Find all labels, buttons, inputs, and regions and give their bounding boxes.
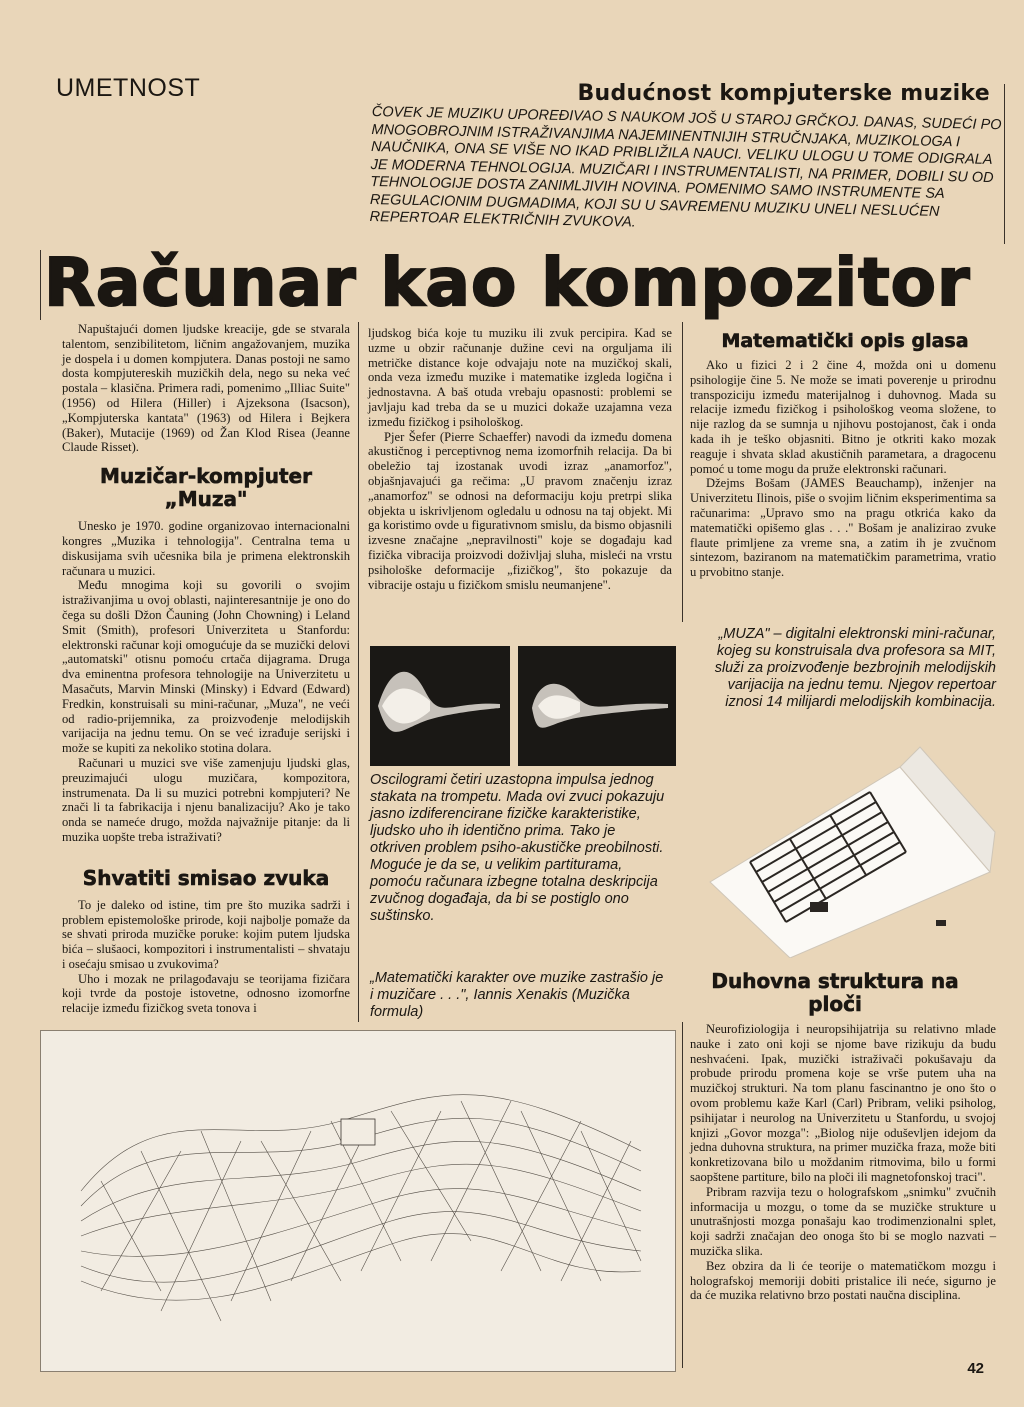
subhead-matematicki: Matematički opis glasa [721, 330, 969, 352]
xenakis-quote: „Matematički karakter ove muzike zastrašio je i muzičare . . .", Iannis Xenakis (Muzička formula) [370, 970, 664, 1020]
col3-paragraph: Bez obzira da li će teorije o matematičkom mozgu i holografskoj memoriji dobiti pristalice ili neće, sigurno je da će muzika relativno brzo postati naučna disciplina. [690, 1258, 996, 1303]
oscillogram-photo-right [518, 646, 676, 766]
col3-paragraph: Ako u fizici 2 i 2 čine 4, možda oni u domenu psihologije čine 5. Ne može se imati poverenje u prirodnu transpoziciju između materijalnog i duhovnog. Mada su relacije između fizičkog i psihološkog veoma složene, to nije razlog da se sumnja u njihovu postojanost, čak i onda kada ih je teško objasniti. Bitno je otkriti kako mozak reaguje i shvata sklad akustičnih parametara, a dragocenu pomoć u tome mogu da pruže elektronski računari. [690, 358, 996, 476]
col3-paragraph: Pribram razvija tezu o holografskom „snimku" zvučnih informacija u mozgu, o tome da se muzičke strukture u unutrašnjosti mozga ponašaju kao trodimenzionalni splet, koji sadrži značajan deo onoga što bi se moglo nazvati – muzička slika. [690, 1184, 996, 1258]
col2-paragraph: Pjer Šefer (Pierre Schaeffer) navodi da između domena akustičnog i perceptivnog nema izomorfnih relacija. Da bi obeležio taj izostanak uvodi izraz „anamorfoz", objašnjavajući ga rečima: „U pravom značenju izraz „anamorfoz" se odnosi na deformaciju koju pretrpi slika objekta u iskrivljenom ogledalu u odnosu na taj objekt. Mi ga koristimo ovde u figurativnom smislu, da bismo objasnili izvesne značajne „nepravilnosti" koje se događaju kad fizička vibracija proizvodi doživljaj sluha, misleći na vrstu psihološke deformacije „fizičkog", što pokazuje da vibracije ostaju u fizičkom smislu neumanjene". [368, 429, 672, 592]
col1-paragraph: Unesko je 1970. godine organizovao internacionalni kongres „Muzika i tehnologija". Centralna tema u diskusijama svih učesnika bila je primena elektronskih računara u muzici. [62, 519, 350, 578]
subhead-muza: Muzičar-kompjuter „Muza" [100, 464, 312, 512]
header-divider [1004, 84, 1005, 244]
column-divider [682, 1022, 683, 1368]
column-1 [62, 322, 350, 1016]
column-2 [368, 326, 672, 592]
page-number: 42 [967, 1360, 984, 1377]
muza-device-illustration [690, 722, 1000, 958]
col1-paragraph: Računari u muzici sve više zamenjuju ljudski glas, preuzimajući ulogu muzičara, kompozitora, instrumenata. Da li su muzici potrebni kompjuteri? Ne znači li ta fabrikacija i njenu banalizaciju? Ako je tako onda se nameće drugo, možda najvažnije pitanje: da li muzika uopšte treba istraživati? [62, 755, 350, 844]
headline-left-rule [40, 250, 41, 320]
muza-computer-photo [690, 722, 1000, 958]
column-divider [358, 322, 359, 1022]
graphic-score-illustration [41, 1031, 675, 1371]
section-label: UMETNOST [56, 74, 201, 102]
kicker-title: Budućnost kompjuterske muzike [577, 81, 990, 106]
col3-paragraph: Neurofiziologija i neuropsihijatrija su relativno mlade nauke i zato oni koji se njome bave rizikuju da budu neshvaćeni. Ipak, muzički istraživači pokušavaju da probude prirodu promena koje se vrše putem uha na muzičkoj strukturi. Na tom planu fascinantno je ono što o ovom problemu kaže Karl (Carl) Pribram, veliki psiholog, psihijatar i neurolog na Univerzitetu u Stanfordu, u svojoj knjizi „Govor mozga": „Biolog nije oduševljen idejom da jedna duhovna struktura, na primer muzička fraza, može biti konkretizovana bilo u moždanim ritmovima, bilo u formi saopštene partiture, bilo na ploči ili magnetofonskoj traci". [690, 1022, 996, 1184]
lead-paragraph: ČOVEK JE MUZIKU UPOREĐIVAO S NAUKOM JOŠ U STAROJ GRČKOJ. DANAS, SUDEĆI PO MNOGOBROJNIM ISTRAŽIVANJIMA NAJEMINENTNIJIH STRUČNJAKA, MUZIKOLOGA I NAUČNIKA, ONA SE VIŠE NO IKAD PRIBLIŽILA NAUCI. VELIKU ULOGU U TOME ODIGRALA JE MODERNA TEHNOLOGIJA. MUZIČARI I INSTRUMENTALISTI, NA PRIMER, DOBILI SU OD TEHNOLOGIJE DOSTA ZANIMLJIVIH NOVINA. POMENIMO SAMO INSTRUMENTE SA REGULACIONIM DUGMADIMA, KOJI SU U SAVREMENU MUZIKU UNELI NESLUĆEN REPERTOAR ELEKTRIČNIH ZVUKOVA. [369, 104, 1002, 231]
oscillogram-photo-left [370, 646, 510, 766]
col3-paragraph: Džejms Bošam (JAMES Beauchamp), inženjer na Univerzitetu Ilinois, piše o svojim ličnim eksperimentima sa računarima: „Upravo smo na pragu otkrića kako da matematički opišemo glas . . ." Bošam je analizirao zvuke flaute primljene za vreme sna, a zatim ih je zvučnom sintezom, baziranom na matematičkim parametrima, vratio u prvobitno stanje. [690, 476, 996, 580]
subhead-duhovna-struktura: Duhovna struktura na ploči [711, 969, 959, 1016]
oscillogram-waveform [518, 646, 676, 766]
col1-paragraph: Uho i mozak ne prilagođavaju se teorijama fizičara koji tvrde da postoje istovetne, odnosno izomorfne relacije između fizičkog sveta tonova i [62, 971, 350, 1016]
headline: Računar kao kompozitor [44, 244, 971, 321]
col1-paragraph: Među mnogima koji su govorili o svojim istraživanjima u ovoj oblasti, najinteresantnije je ono do čega su došli Džon Čauning (John Chowning) i Leland Smit (Smith), profesori Univerziteta u Stanfordu: elektronski računar koji omogućuje da se muzički delovi „automatski" otisnu pomoću crtača dijagrama. Druga dva eminentna profesora tehnologije na Univerzitetu u Masačuts, Marvin Minski (Minsky) i Edvard (Edward) Fredkin, konstruisali su mini-računar, „Muza", ne veći od radio-prijemnika, za proizvođenje melodijskih varijacija na jednu temu. On se već izrađuje serijski i može se kupiti za nekoliko stotina dolara. [62, 578, 350, 756]
column-3-top [690, 358, 996, 580]
oscillogram-caption: Oscilogrami četiri uzastopna impulsa jednog stakata na trompetu. Mada ovi zvuci pokazuju jasno izdiferencirane fizičke karakteristike, ljudsko uho ih identično prima. Tako je otkriven problem psiho-akustičke preobilnosti. Moguće je da se, u velikim partiturama, pomoću računara izbegne totalna deskripcija zvučnog događaja, da bi se postiglo ono suštinsko. [370, 772, 665, 924]
col2-paragraph: ljudskog bića koje tu muziku ili zvuk percipira. Kad se uzme u obzir računanje dužine cevi na orguljama ili metričke distance koje odvajaju note na muzičkoj skali, onda veza između muzike i matematike izgleda logična i jednostavna. A baš otuda vrebaju opasnosti: problemi se javljaju kad treba da se u muzici dokaže uzajamna veza između fizičkog i psihološkog. [368, 326, 672, 429]
score-drawing [40, 1030, 676, 1372]
subhead-smisao-zvuka: Shvatiti smisao zvuka [82, 865, 330, 890]
column-divider [682, 322, 683, 622]
oscillogram-waveform [370, 646, 510, 766]
column-3-bottom [690, 1022, 996, 1303]
col1-paragraph: Napuštajući domen ljudske kreacije, gde se stvarala talentom, senzibilitetom, ličnim angažovanjem, muzika je dospela i u domen kompjutera. Danas postoji ne samo dosta kompjutereskih muzičkih dela, nego su neka već postala – klasična. Primera radi, pomenimo „Illiac Suite" (1956) od Hilera (Hiller) i Ajzeksona (Isacson), „Kompjuterska kantata" (1963) od Hilera i Bejkera (Baker), Mutacije (1969) od Žan Klod Risea (Jeanne Claude Risset). [62, 322, 350, 455]
muza-caption: „MUZA" – digitalni elektronski mini-računar, kojeg su konstruisala dva profesora sa MIT, služi za proizvođenje bezbrojnih melodijskih varijacija na jednu temu. Njegov repertoar iznosi 14 milijardi melodijskih kombinacija. [714, 626, 996, 710]
col1-paragraph: To je daleko od istine, tim pre što muzika sadrži i problem epistemološke prirode, koji najbolje pomaže da se shvati priroda muzičke poruke: kojim putem ljudska bića – slušaoci, kompozitori i instrumentalisti – shvataju i osećaju smisao u zvukovima? [62, 897, 350, 971]
